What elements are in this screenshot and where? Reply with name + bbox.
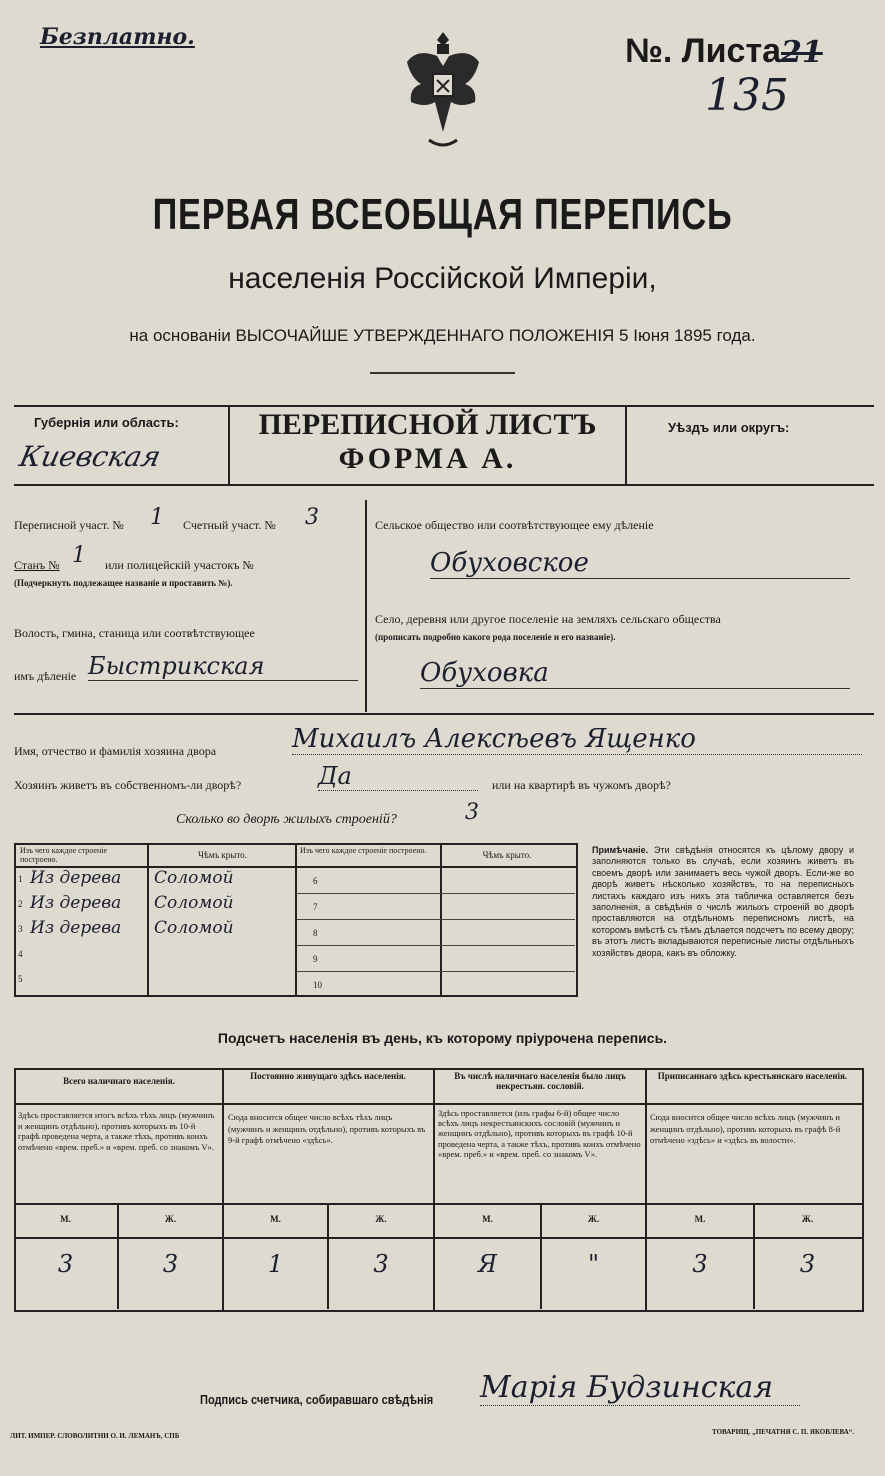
signature-value: Марія Будзинская [480,1370,800,1406]
note-block: Примѣчаніе. Эти свѣдѣнія относятся къ цѣлому двору и заполняются только въ случаѣ, если хозяинъ живетъ въ своемъ дворѣ или занимаетъ весь чужой дворъ. Если-же во дворѣ живетъ нѣсколько хозяйствъ, то на переписныхъ листахъ каждаго изъ нихъ эта табличка оставляется безъ заполненія, а свѣдѣнія о числѣ жилыхъ строеній во дворѣ проставляются на отдѣльномъ переписномъ листѣ, на которомъ вмѣстѣ съ тѣмъ дѣлается подсчетъ по всему двору; въ этотъ листъ вкладываются переписные листы отдѣльныхъ хозяйствъ двора, какъ въ обложку. [592,845,854,958]
sheet-label: №. Листа21 [625,32,823,70]
count-col-2-head: Постоянно живущаго здѣсь населенія. [250,1071,406,1081]
count-col-4-desc: Сюда вносится общее число всѣхъ лицъ (мужчинъ и женщинъ отдѣльно), противъ которыхъ въ графѣ 8-й отмѣчено «здѣсь» и «здѣсь въ волости». [650,1112,841,1145]
volost-label-2: имъ дѣленіе [14,669,77,683]
table-row: 6 [297,868,575,894]
sheet-number-handwritten: 135 [705,70,789,121]
community-label: Сельское общество или соотвѣтствующее ему дѣленіе [375,518,654,532]
count-value: Я [477,1250,498,1278]
volost-label: Волость, гмина, станица или соотвѣтствующее [14,626,255,640]
schet-uchast-value: 3 [305,505,319,530]
m-label: М. [60,1214,71,1224]
sheet-type: ПЕРЕПИСНОЙ ЛИСТЪ [258,408,597,441]
count-value: 3 [162,1250,179,1278]
count-value: 3 [57,1250,74,1278]
count-value: 3 [692,1250,708,1278]
printer-left: ЛИТ. ИМПЕР. СЛОВОЛИТНИ О. И. ЛЕМАНЪ, СПБ [10,1432,180,1440]
table-row: 7 [297,894,575,920]
table-row: 9 [297,946,575,972]
f-label: Ж. [375,1214,387,1224]
form-type: ФОРМА А. [338,442,517,475]
volost-value: Быстрикская [88,652,358,681]
f-label: Ж. [164,1214,177,1224]
table-row: 3 Из дерева Соломой [18,918,234,938]
count-col-3-head: Въ числѣ наличнаго населенія было лицъ некрестьян. сословій. [454,1071,626,1091]
table-row: 10 [313,980,322,990]
owner-name-label: Имя, отчество и фамилія хозяина двора [14,744,217,758]
perepis-uchast-value: 1 [150,505,164,530]
col-material-left: Изъ чего каждое строеніе построено. [20,846,108,864]
count-col-3-desc: Здѣсь проставляется (изъ графы 6-й) общее число всѣхъ лицъ некрестьянскихъ сословій (мужчинъ и женщинъ отдѣльно), противъ которыхъ въ графѣ 10-й проведена черта, а также тѣхъ, противъ коихъ отмѣчено «врем. преб.» и «врем. преб. со знакомъ V». [438,1108,641,1159]
buildings-value: 3 [465,800,479,825]
col-material-right: Изъ чего каждое строеніе построено. [300,846,427,855]
count-value: " [587,1250,600,1278]
m-label: М. [482,1214,493,1224]
m-label: М. [694,1214,706,1224]
stan-label: Станъ № [14,558,60,572]
col-roof-right: Чѣмъ крыто. [482,850,532,860]
table-row: 5 [18,974,23,984]
page-title: ПЕРВАЯ ВСЕОБЩАЯ ПЕРЕПИСЬ [152,190,733,239]
count-value: 3 [373,1250,389,1278]
count-col-4-head: Приписаннаго здѣсь крестьянскаго населенія. [657,1071,848,1081]
f-label: Ж. [587,1214,600,1224]
owner-name-value: Михаилъ Алексѣевъ Ященко [292,724,862,755]
owner-lives-value: Да [318,762,478,791]
village-value: Обуховка [420,658,850,689]
perepis-uchast-label: Переписной участ. № [14,518,124,532]
village-label: Село, деревня или другое поселеніе на земляхъ сельскаго общества [375,612,721,626]
guberniya-value: Киевская [16,440,164,473]
count-col-2-desc: Сюда вносится общее число всѣхъ тѣхъ лицъ (мужчинъ и женщинъ отдѣльно), противъ которыхъ въ 9-й графѣ отмѣчено «здѣсь». [228,1112,426,1145]
ornament-divider [370,372,515,386]
buildings-rows-right [297,868,575,995]
free-label: Безплатно. [40,24,195,50]
buildings-rows-left [16,868,296,993]
coat-of-arms-icon [393,22,493,162]
col-roof-left: Чѣмъ крыто. [198,850,247,860]
f-label: Ж. [801,1214,814,1224]
count-col-1-desc: Здѣсь проставляется итогъ всѣхъ тѣхъ лицъ (мужчинъ и женщинъ отдѣльно), противъ которыхъ въ 10-й графѣ проведена черта, а также тѣхъ, противъ коихъ отмѣчено «врем. преб.» и «врем. преб. со знакомъ V». [18,1110,215,1152]
table-row: 2 Из дерева Соломой [18,893,234,913]
table-row: 1 Из дерева Соломой [18,868,234,888]
page-subtitle: населенія Россійской Имперіи, [228,262,657,295]
village-note: (прописать подробно какого рода поселеніе и его названіе). [375,632,616,642]
printer-right: ТОВАРИЩ. „ПЕЧАТНЯ С. П. ЯКОВЛЕВА“. [712,1428,855,1436]
uezd-label: Уѣздъ или округъ: [668,420,790,435]
table-row: 4 [18,949,23,959]
count-value: 1 [267,1250,284,1278]
community-value: Обуховское [430,548,850,579]
police-label: или полицейскій участокъ № [105,558,254,572]
table-row: 8 [297,920,575,946]
count-title: Подсчетъ населенія въ день, къ которому пріурочена перепись. [217,1030,668,1046]
owner-lives-label: Хозяинъ живетъ въ собственномъ-ли дворѣ? [14,778,242,792]
stan-value: 1 [72,543,86,568]
guberniya-label: Губернія или область: [34,415,179,430]
count-value: 3 [799,1250,816,1278]
schet-uchast-label: Счетный участ. № [183,518,276,532]
signature-label: Подпись счетчика, собиравшаго свѣдѣнія [200,1392,434,1407]
basis-line: на основаніи ВЫСОЧАЙШЕ УТВЕРЖДЕННАГО ПОЛОЖЕНІЯ 5 Іюня 1895 года. [129,326,756,345]
underline-note: (Подчеркнуть подлежащее названіе и проставить №). [14,578,233,588]
m-label: М. [270,1214,281,1224]
owner-rent-label: или на квартирѣ въ чужомъ дворѣ? [492,778,671,792]
buildings-label: Сколько во дворѣ жилыхъ строеній? [176,812,397,827]
count-col-1-head: Всего наличнаго населенія. [63,1076,175,1086]
